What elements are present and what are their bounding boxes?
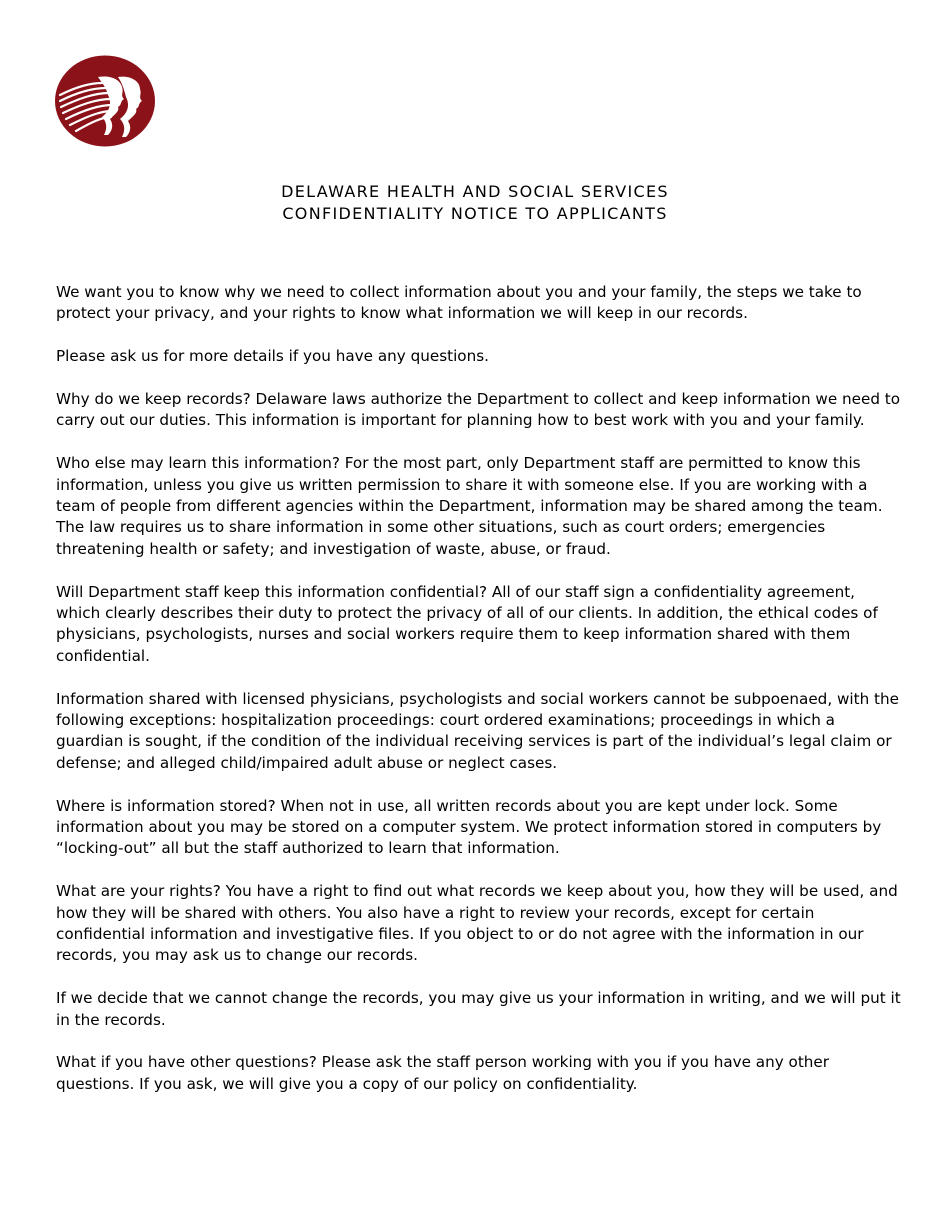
- paragraph-confidential: Will Department staff keep this information confidential? All of our staff sign a confidentiality agreement, which clearly describes their duty to protect the privacy of all of our clients. In addition, the ethical codes of physicians, psychologists, nurses and social workers require them to keep information shared with them confidential.: [56, 582, 878, 665]
- paragraph-subpoena: Information shared with licensed physicians, psychologists and social workers cannot be subpoenaed, with the following exceptions: hospitalization proceedings: court ordered examinations; proceedings in which a guardian is sought, if the condition of the individual receiving services is part of the individual’s legal claim or defense; and alleged child/impaired adult abuse or neglect cases.: [56, 689, 899, 772]
- paragraph-stored: Where is information stored? When not in use, all written records about you are kept under lock. Some information about you may be stored on a computer system. We protect information stored in computers by “locking-out” all but the staff authorized to learn that information.: [56, 796, 882, 858]
- paragraph-rights: What are your rights? You have a right to find out what records we keep about you, how they will be used, and how they will be shared with others. You also have a right to review your records, except for certain confidential information and investigative files. If you object to or do not agree with the information in our records, you may ask us to change our records.: [56, 882, 898, 965]
- paragraph-why-records: Why do we keep records? Delaware laws authorize the Department to collect and keep information we need to carry out our duties. This information is important for planning how to best work with you and your family.: [56, 390, 901, 430]
- title-agency: DELAWARE HEALTH AND SOCIAL SERVICES: [281, 182, 669, 201]
- paragraph-intro: We want you to know why we need to collect information about you and your family, the steps we take to protect your privacy, and your rights to know what information we will keep in our records.: [56, 283, 862, 323]
- paragraph-cannot-change: If we decide that we cannot change the records, you may give us your information in writing, and we will put it in the records.: [56, 989, 901, 1029]
- paragraph-other-questions: What if you have other questions? Please ask the staff person working with you if you have any other questions. If you ask, we will give you a copy of our policy on confidentiality.: [56, 1053, 829, 1093]
- notice-body: [56, 282, 901, 1117]
- delaware-hss-logo-icon: [54, 55, 156, 147]
- paragraph-questions: Please ask us for more details if you have any questions.: [56, 347, 489, 366]
- title-notice: CONFIDENTIALITY NOTICE TO APPLICANTS: [282, 204, 668, 223]
- document-title: [0, 181, 950, 225]
- paragraph-who-else: Who else may learn this information? For the most part, only Department staff are permitted to know this information, unless you give us written permission to share it with someone else. If you are working with a team of people from different agencies within the Department, information may be shared among the team. The law requires us to share information in some other situations, such as court orders; emergencies threatening health or safety; and investigation of waste, abuse, or fraud.: [56, 454, 883, 558]
